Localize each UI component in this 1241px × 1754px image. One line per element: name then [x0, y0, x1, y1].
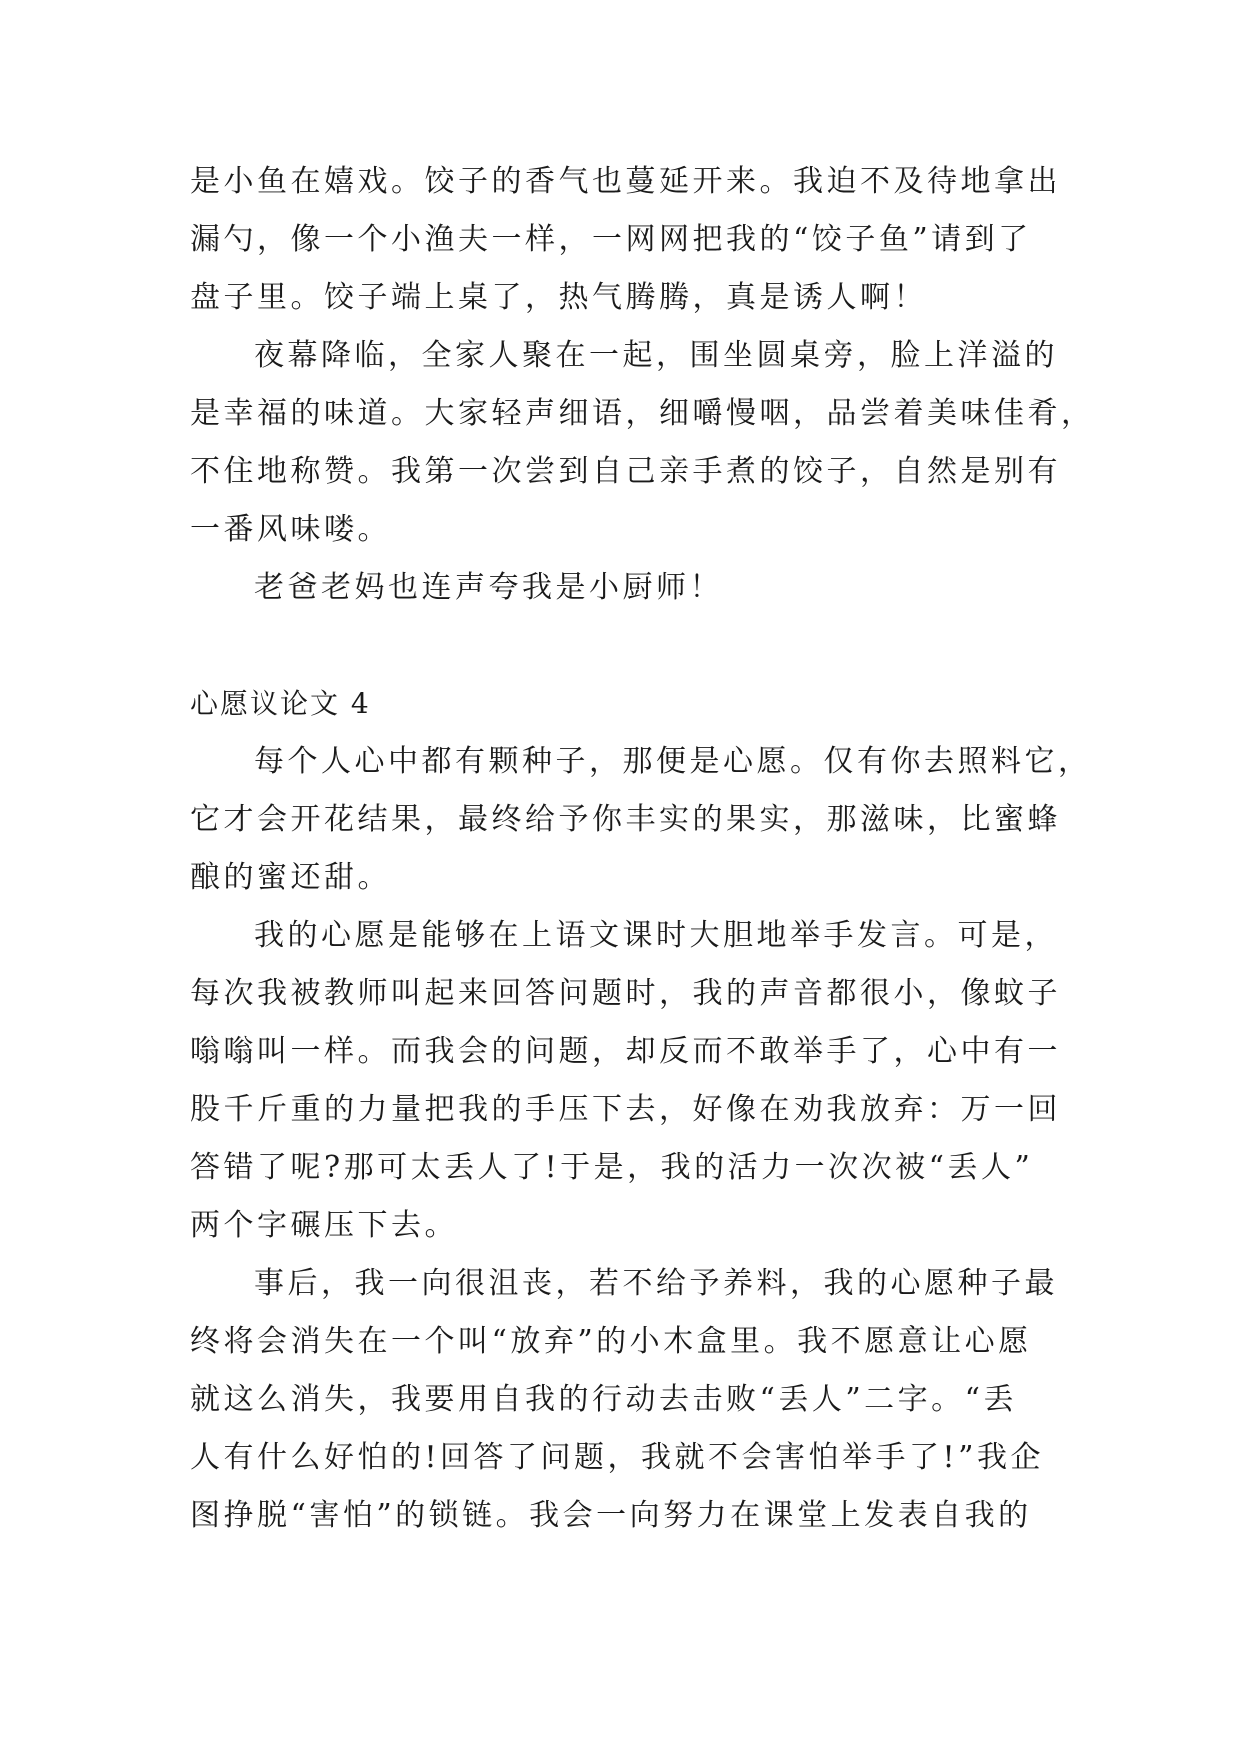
text-line: 图挣脱“害怕”的锁链。我会一向努力在课堂上发表自我的: [190, 1498, 1032, 1533]
paragraph-start: 每个人心中都有颗种子，那便是心愿。仅有你去照料它，: [254, 744, 1092, 779]
text-line: 终将会消失在一个叫“放弃”的小木盒里。我不愿意让心愿: [190, 1324, 1032, 1359]
text-line: 酿的蜜还甜。: [190, 860, 391, 895]
text-line: 嗡嗡叫一样。而我会的问题，却反而不敢举手了，心中有一: [190, 1034, 1061, 1069]
text-line: 两个字碾压下去。: [190, 1208, 458, 1243]
text-line: 每次我被教师叫起来回答问题时，我的声音都很小，像蚊子: [190, 976, 1061, 1011]
paragraph-start: 我的心愿是能够在上语文课时大胆地举手发言。可是，: [254, 918, 1058, 953]
paragraph-start: 夜幕降临，全家人聚在一起，围坐圆桌旁，脸上洋溢的: [254, 338, 1058, 373]
text-line: 漏勺，像一个小渔夫一样，一网网把我的“饺子鱼”请到了: [190, 222, 1032, 257]
text-line: 盘子里。饺子端上桌了，热气腾腾，真是诱人啊！: [190, 280, 927, 315]
paragraph-start: 老爸老妈也连声夸我是小厨师！: [254, 570, 723, 605]
text-line: 就这么消失，我要用自我的行动去击败“丢人”二字。“丢: [190, 1382, 1018, 1417]
text-line: 答错了呢?那可太丢人了!于是，我的活力一次次被“丢人”: [190, 1150, 1034, 1185]
text-line: 它才会开花结果，最终给予你丰实的果实，那滋味，比蜜蜂: [190, 802, 1061, 837]
text-line: 人有什么好怕的!回答了问题，我就不会害怕举手了!”我企: [190, 1440, 1044, 1475]
text-line: 是小鱼在嬉戏。饺子的香气也蔓延开来。我迫不及待地拿出: [190, 164, 1061, 199]
text-line: 是幸福的味道。大家轻声细语，细嚼慢咽，品尝着美味佳肴，: [190, 396, 1095, 431]
text-line: 股千斤重的力量把我的手压下去，好像在劝我放弃：万一回: [190, 1092, 1061, 1127]
text-line: 一番风味喽。: [190, 512, 391, 547]
text-line: 不住地称赞。我第一次尝到自己亲手煮的饺子，自然是别有: [190, 454, 1061, 489]
paragraph-start: 事后，我一向很沮丧，若不给予养料，我的心愿种子最: [254, 1266, 1058, 1301]
section-heading: 心愿议论文 4: [190, 687, 371, 720]
